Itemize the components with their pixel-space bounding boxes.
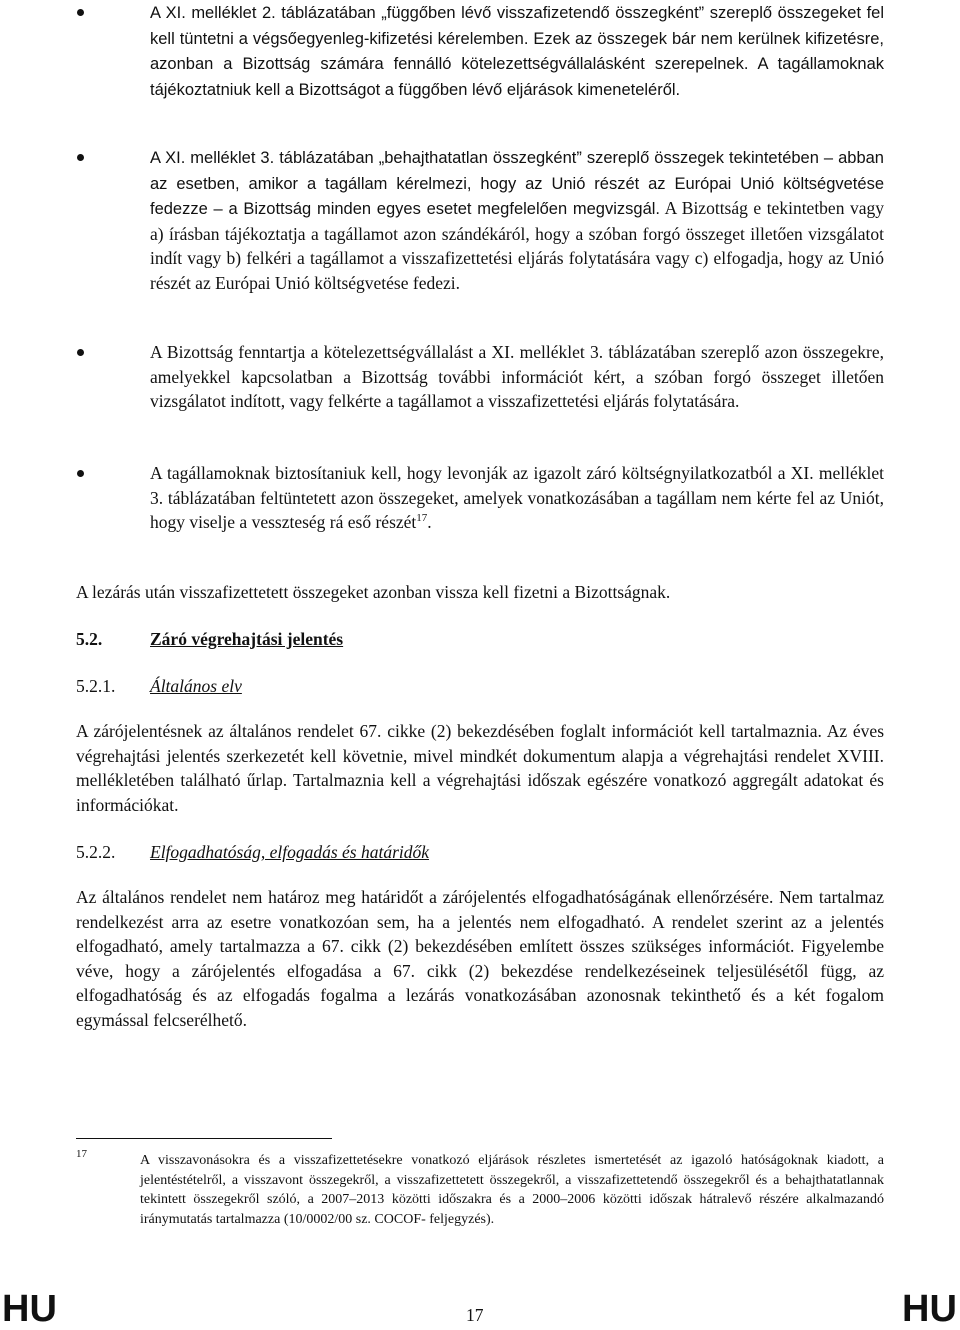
section-number: 5.2.: [76, 629, 103, 649]
section-paragraph: Az általános rendelet nem határoz meg határidőt a zárójelentés elfogadhatóságának ellenőrzésére. Nem tartalmaz rendelkezést arra az esetre vonatkozóan sem, ha a jelentés nem elfogadható. A rendelet szerint az a jelentés elfogadható, amely tartalmazza a 67. cikk (2) bekezdésében említett összes szükséges információt. Figyelembe véve, hogy a zárójelentés elfogadása a 67. cikk (2) bekezdése rendelkezéseinek teljesülésétől függ, az elfogadhatóság és az elfogadás fogalma a lezárás vonatkozásában azonosnak tekinthető és a két fogalom egymással felcserélhető.: [76, 887, 884, 1030]
footnote-number: 17: [76, 1148, 87, 1160]
bullet-item: [0, 0, 960, 102]
bullet-text: A Bizottság fenntartja a kötelezettségvállalást a XI. melléklet 3. táblázatában szereplő azon összegekre, amelyekkel kapcsolatban a Bizottság további információt kért, a szóban forgó összeget illetően vizsgálatot indított, vagy felkérte a tagállamot a visszafizettetési eljárás folytatására.: [150, 342, 884, 411]
section-number: 5.2.1.: [76, 676, 116, 696]
section-heading-5-2-2: [76, 840, 429, 864]
bullet-dot-icon: [77, 154, 84, 161]
bullet-dot-icon: [77, 9, 84, 16]
bullet-text: A tagállamoknak biztosítaniuk kell, hogy levonják az igazolt záró költségnyilatkozatból a XI. melléklet 3. táblázatában feltüntetett azon összegeket, amelyek vonatkozásában a tagállam nem kérte fel az Uniót, hogy viselje a vesszteség rá eső részét: [150, 463, 884, 532]
section-title: Általános elv: [150, 676, 242, 696]
section-heading-5-2-1: [76, 674, 242, 698]
section-title: Elfogadhatóság, elfogadás és határidők: [150, 842, 430, 862]
bullet-dot-icon: [77, 470, 84, 477]
footnote-separator: [76, 1138, 332, 1139]
footer-language-left: HU: [2, 1288, 57, 1330]
page-number: 17: [466, 1305, 484, 1325]
section-number: 5.2.2.: [76, 842, 116, 862]
bullet-item: [0, 340, 960, 414]
bullet-dot-icon: [77, 349, 84, 356]
section-paragraph: A zárójelentésnek az általános rendelet 67. cikke (2) bekezdésében foglalt információt kell tartalmaznia. Az éves végrehajtási jelentés szerkezetét kell követnie, mivel mindkét dokumentum alapja a végrehajtási rendelet XVIII. mellékletében található űrlap. Tartalmaznia kell a végrehajtási időszak egészére vonatkozó aggregált adatokat és információkat.: [76, 721, 884, 815]
footnote-text: A visszavonásokra és a visszafizettetésekre vonatkozó eljárások részletes ismertetését az igazoló hatóságoknak kiadott, a jelentéstételről, a visszavont összegekről, a visszafizettetett összegekről, a visszafizettetendő összegekről és a behajthatatlannak tekintett összegekről szóló, a 2007–2013 közötti időszakra és a 2000–2006 közötti időszak hátralevő részére alkalmazandó iránymutatás tartalmazza (10/0002/00 sz. COCOF- feljegyzés).: [140, 1153, 884, 1227]
footer-language-right: HU: [902, 1288, 957, 1330]
section-heading-5-2: [76, 627, 343, 651]
bullet-item: [0, 145, 960, 295]
footnote-reference[interactable]: 17: [416, 512, 428, 525]
bullet-text-end: .: [427, 512, 432, 532]
bullet-text-continued: A Bizottság e tekintetben vagy a) írásban tájékoztatja a tagállamot azon szándékáról, hogy a szóban forgó összeget illetően vizsgálatot indít vagy b) felkéri a tagállamot a visszafizettetési eljárás folytatására vagy c) elfogadja, hogy az Unió részét az Európai Unió költségvetése fedezi.: [150, 198, 884, 293]
bullet-text: A XI. melléklet 3. táblázatában „behajthatatlan összegként” szereplő összegek tekintetében – abban az esetben, amikor a tagállam kérelmezi, hogy az Unió részét az Európai Unió költségvetése fedezze – a Bizottság minden egyes esetet megfelelően megvizsgál.: [150, 149, 884, 218]
section-title: Záró végrehajtási jelentés: [150, 629, 344, 649]
bullet-item: [0, 461, 960, 535]
closing-paragraph: A lezárás után visszafizettetett összegeket azonban vissza kell fizetni a Bizottságnak.: [76, 582, 671, 602]
bullet-text: A XI. melléklet 2. táblázatában „függőben lévő visszafizetendő összegként” szereplő összegeket fel kell tüntetni a végsőegyenleg-kifizetési kérelemben. Ezek az összegek bár nem kerülnek kifizetésre, azonban a Bizottság számára fennálló kötelezettségvállalásként szerepelnek. A tagállamoknak tájékoztatniuk kell a Bizottságot a függőben lévő eljárások kimeneteléről.: [150, 4, 884, 99]
